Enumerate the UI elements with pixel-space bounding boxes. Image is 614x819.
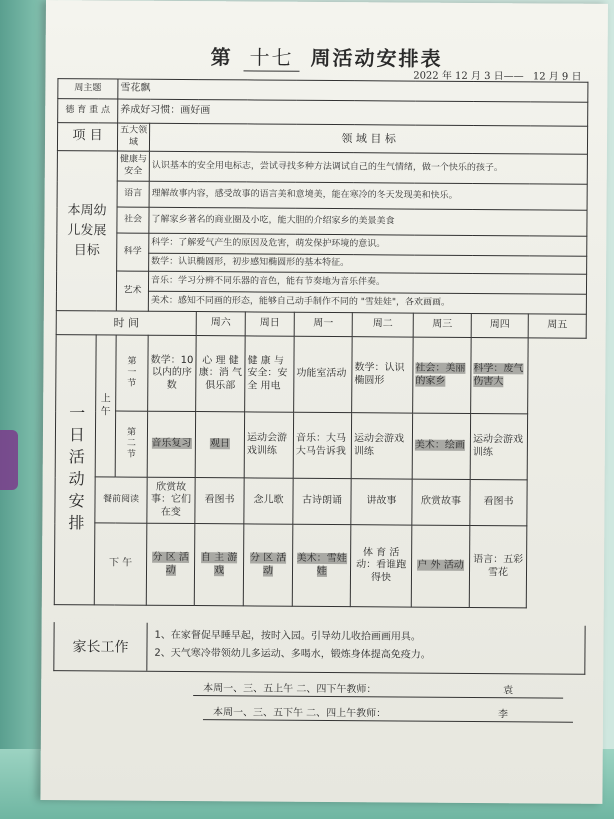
s1-thu-cell <box>413 337 472 413</box>
morning-label: 上午 <box>95 335 116 477</box>
afternoon-label: 下 午 <box>94 523 147 605</box>
s1-sat: 数学：10 以内的序数 <box>148 335 197 411</box>
goal-social: 了解家乡著名的商业圈及小吃，能大胆的介绍家乡的美景美食 <box>149 207 587 236</box>
pm-thu-cell <box>411 525 470 607</box>
teacher-2-name: 李 <box>497 709 509 721</box>
read-tue: 古诗朗诵 <box>293 478 351 524</box>
time-header-row <box>56 311 586 339</box>
goal-health: 认识基本的安全用电标志，尝试寻找多种方法调试自己的生气情绪，做一个快乐的孩子。 <box>149 151 587 184</box>
item-header: 项 目 <box>57 123 117 151</box>
time-label: 时 间 <box>56 311 196 336</box>
s1-tue: 功能室活动 <box>294 336 353 412</box>
pm-mon: 分 区 活动 <box>249 552 287 577</box>
day-thu: 周四 <box>471 313 528 337</box>
s2-wed: 运动会游戏训练 <box>351 413 412 479</box>
header-row <box>57 123 587 155</box>
date-end: 12 月 9 日 <box>532 71 582 83</box>
date-start: 2022 年 12 月 3 日—— <box>413 70 524 83</box>
s1-sun: 心 理 健 康：消 气俱乐部 <box>196 336 246 412</box>
goal-science: 科学：了解爱气产生的原因及危害，萌发保护环境的意识。 <box>149 233 587 256</box>
teacher-1-name: 袁 <box>503 685 514 697</box>
theme-label: 周主题 <box>58 79 118 99</box>
theme-value: 雪花飘 <box>118 79 588 102</box>
section2-row <box>55 411 586 481</box>
goal-art: 美术：感知不同画的形态，能够自己动手制作不同的 "雪娃娃"，各欢画画。 <box>148 291 586 314</box>
day-wed: 周三 <box>413 313 471 337</box>
family-item-1: 1、在家督促早睡早起，按时入园。引导幼儿收拾画画用具。 <box>154 629 421 643</box>
family-work-label: 家长工作 <box>54 622 147 671</box>
day-sat: 周六 <box>196 312 245 336</box>
s2-sun-cell <box>195 412 244 478</box>
domain-language: 语言 <box>117 181 149 207</box>
day-tue: 周二 <box>352 313 413 337</box>
domains-header: 五大领域 <box>117 123 149 151</box>
goals-header: 领 域 目 标 <box>149 123 587 154</box>
read-fri: 看图书 <box>470 479 527 525</box>
pm-sat: 分 区 活动 <box>152 551 189 576</box>
teacher-row-2 <box>53 702 583 721</box>
s2-thu: 美术：绘画 <box>414 439 465 452</box>
teacher-1-text: 本周一、三、五上午 二、四下午教师： <box>203 683 377 696</box>
goal-language: 理解故事内容，感受故事的语言美和意境美，能在寒冷的冬天发现美和快乐。 <box>149 181 587 210</box>
day-mon: 周一 <box>294 312 352 336</box>
read-sat: 欣赏故事：它们在变 <box>147 477 195 523</box>
schedule-sheet <box>40 0 608 804</box>
day-sun: 周日 <box>245 312 294 336</box>
read-mon: 念儿歌 <box>244 478 293 524</box>
pm-sun-cell <box>194 524 244 606</box>
pm-mon-cell <box>243 524 293 606</box>
s1-thu: 社会：美丽的家乡 <box>415 362 466 387</box>
pm-sat-cell <box>146 523 195 605</box>
pm-wed: 体 育 活动：看谁跑得快 <box>350 525 412 607</box>
read-wed: 讲故事 <box>351 479 412 525</box>
development-label: 本周幼儿发展目标 <box>56 151 117 311</box>
section1-label: 第一节 <box>116 335 149 411</box>
family-item-2: 2、天气寒冷带领幼儿多运动、多喝水，锻炼身体提高免疫力。 <box>154 647 431 661</box>
read-thu: 欣赏故事 <box>412 479 470 525</box>
schedule-table <box>54 78 589 609</box>
pm-tue: 美术：雪娃娃 <box>296 552 347 577</box>
title-suffix: 周活动安排表 <box>310 45 443 71</box>
moral-value: 养成好习惯：画好画 <box>118 99 588 126</box>
s2-fri: 运动会游戏训练 <box>470 413 527 479</box>
s2-mon: 运动会游戏训练 <box>244 412 293 478</box>
family-work-section <box>53 622 585 675</box>
purple-object <box>0 430 18 490</box>
s1-mon: 健 康 与 安全：安 全 用电 <box>245 336 295 412</box>
daily-label: 一日活动安排 <box>54 335 96 605</box>
reading-row <box>55 477 585 527</box>
teacher-2-text: 本周一、三、五下午 二、四上午教师： <box>212 707 387 720</box>
section2-label: 第二节 <box>115 411 147 477</box>
s2-tue: 音乐：大马大马告诉我 <box>293 412 351 478</box>
teacher-row-1 <box>53 678 583 697</box>
s2-sun: 观日 <box>209 438 230 450</box>
section1-row <box>56 335 587 415</box>
pm-tue-cell <box>292 524 351 606</box>
meal-reading-label: 餐前阅读 <box>95 477 147 523</box>
title-prefix: 第 <box>210 45 233 70</box>
afternoon-row <box>54 523 585 609</box>
moral-row <box>58 99 588 127</box>
day-fri: 周五 <box>528 314 586 338</box>
s1-wed: 数学：认识椭圆形 <box>352 337 414 413</box>
week-number: 十七 <box>244 41 300 71</box>
s2-thu-cell <box>412 413 470 479</box>
s2-sat-cell <box>147 411 195 477</box>
s2-sat: 音乐复习 <box>151 437 192 450</box>
domain-art: 艺术 <box>116 271 148 311</box>
domain-social: 社会 <box>117 207 149 233</box>
domain-health: 健康与安全 <box>117 151 149 181</box>
domain-science: 科学 <box>117 233 149 271</box>
goal-music: 音乐：学习分辨不同乐器的音色，能有节奏地为音乐伴奏。 <box>148 271 586 294</box>
family-work-items <box>154 627 578 666</box>
goal-math: 数学：认识椭圆形，初步感知椭圆形的基本特征。 <box>149 253 587 274</box>
moral-label: 德 育 重 点 <box>58 99 118 123</box>
pm-sun: 自 主 游戏 <box>200 552 238 576</box>
s1-fri-cell <box>471 337 529 413</box>
read-sun: 看图书 <box>195 478 244 524</box>
s1-fri: 科学：废气伤害大 <box>473 362 524 387</box>
pm-fri: 语言：五彩雪花 <box>469 525 527 607</box>
pm-thu: 户 外 活动 <box>417 559 464 572</box>
